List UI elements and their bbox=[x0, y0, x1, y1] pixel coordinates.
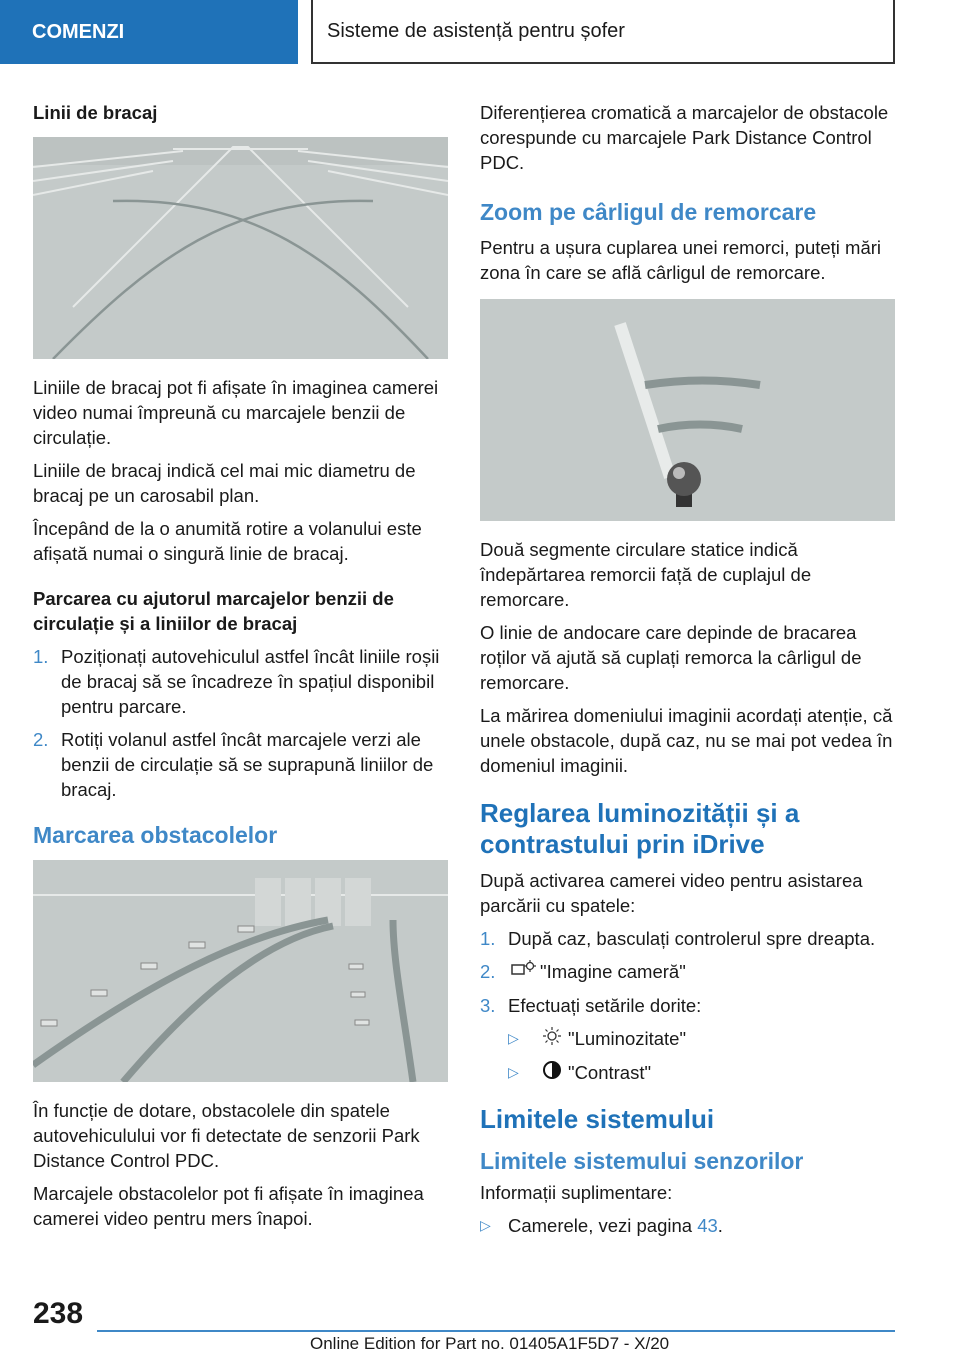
heading-zoom: Zoom pe cârligul de remorcare bbox=[480, 199, 817, 225]
para-andocare: O linie de andocare care depinde de bracarea roților vă ajută să cuplați remorca la cârligul de remorcare. bbox=[480, 622, 862, 693]
sub-item-text: "Contrast" bbox=[568, 1062, 652, 1083]
step-text: Poziționați autovehiculul astfel încât liniile roșii de bracaj să se încadreze în spațiul disponibil pentru parcare. bbox=[61, 646, 440, 717]
step-text: Efectuați setările dorite: bbox=[508, 995, 702, 1016]
page-link[interactable]: 43 bbox=[697, 1215, 718, 1236]
step-1 bbox=[480, 926, 896, 951]
heading-marcarea: Marcarea obstacolelor bbox=[33, 822, 278, 848]
step-number: 3. bbox=[480, 995, 496, 1016]
para-linii-1: Liniile de bracaj pot fi afișate în imaginea camerei video numai împreună cu marcajele benzii de circulație. bbox=[33, 377, 439, 448]
chapter-title: Sisteme de asistență pentru șofer bbox=[327, 19, 625, 42]
step-number: 1. bbox=[480, 928, 496, 949]
section-tab bbox=[0, 0, 298, 64]
step-text: După caz, basculați controlerul spre dreapta. bbox=[508, 928, 876, 949]
step-3 bbox=[480, 993, 896, 1018]
step-2 bbox=[33, 727, 449, 802]
para-activarea: După activarea camerei video pentru asistarea parcării cu spatele: bbox=[480, 870, 863, 916]
para-marire: La mărirea domeniului imaginii acordați atenție, că unele obstacole, după caz, nu se mai pot vedea în domeniul imaginii. bbox=[480, 705, 893, 776]
camera-settings-icon bbox=[508, 959, 540, 985]
step-1 bbox=[33, 644, 449, 719]
triangle-bullet-icon: ▷ bbox=[508, 1064, 519, 1080]
sub-item-contrast bbox=[480, 1060, 896, 1086]
page-number: 238 bbox=[33, 1297, 84, 1330]
heading-limitele-senzorilor: Limitele sistemului senzorilor bbox=[480, 1148, 804, 1174]
heading-linii: Linii de bracaj bbox=[33, 102, 158, 123]
para-linii-3: Începând de la o anumită rotire a volanului este afișată numai o singură linie de bracaj. bbox=[33, 518, 422, 564]
sub-item-luminozitate bbox=[480, 1026, 896, 1052]
tow-hook-zoom-image bbox=[480, 299, 895, 521]
step-text: "Imagine cameră" bbox=[540, 961, 686, 982]
bullet-camerele bbox=[480, 1213, 896, 1238]
footer-edition: Online Edition for Part no. 01405A1F5D7 - X/20 bbox=[310, 1334, 670, 1353]
right-column bbox=[480, 100, 896, 1246]
brightness-icon bbox=[536, 1026, 568, 1052]
bullet-end: . bbox=[717, 1215, 723, 1236]
heading-parcare: Parcarea cu ajutorul marcajelor benzii de circulație și a liniilor de bracaj bbox=[33, 588, 394, 634]
step-text: Rotiți volanul astfel încât marcajele verzi ale benzii de circulație să se suprapună liniilor de bracaj. bbox=[61, 729, 434, 800]
para-zoom: Pentru a ușura cuplarea unei remorci, puteți mări zona în care se află cârligul de remorcare. bbox=[480, 237, 882, 283]
para-linii-2: Liniile de bracaj indică cel mai mic diametru de bracaj pe un carosabil plan. bbox=[33, 460, 416, 506]
turning-lines-image bbox=[33, 137, 448, 359]
step-number: 2. bbox=[33, 729, 49, 750]
heading-reglarea: Reglarea luminozității și a contrastului prin iDrive bbox=[480, 798, 800, 859]
section-label: COMENZI bbox=[32, 20, 125, 43]
para-diferentierea: Diferențierea cromatică a marcajelor de obstacole corespunde cu marcajele Park Distance Control PDC. bbox=[480, 102, 889, 173]
left-column bbox=[33, 100, 449, 1239]
heading-limitele: Limitele sistemului bbox=[480, 1104, 715, 1134]
obstacle-marking-image bbox=[33, 860, 448, 1082]
para-obstacole-1: În funcție de dotare, obstacolele din spatele autovehiculului vor fi detectate de senzorii Park Distance Control PDC. bbox=[33, 1100, 420, 1171]
contrast-icon bbox=[536, 1060, 568, 1086]
step-number: 2. bbox=[480, 961, 496, 982]
sub-item-text: "Luminozitate" bbox=[568, 1028, 687, 1049]
footer-divider bbox=[97, 1330, 895, 1332]
step-number: 1. bbox=[33, 646, 49, 667]
bullet-text: Camerele, vezi pagina bbox=[508, 1215, 693, 1236]
triangle-bullet-icon: ▷ bbox=[508, 1030, 519, 1046]
step-2 bbox=[480, 959, 896, 985]
para-informatii: Informații suplimentare: bbox=[480, 1182, 673, 1203]
para-obstacole-2: Marcajele obstacolelor pot fi afișate în imaginea camerei video pentru mers înapoi. bbox=[33, 1183, 424, 1229]
para-segmente: Două segmente circulare statice indică îndepărtarea remorcii față de cuplajul de remorcare. bbox=[480, 539, 812, 610]
triangle-bullet-icon: ▷ bbox=[480, 1217, 491, 1233]
chapter-header bbox=[311, 0, 895, 64]
